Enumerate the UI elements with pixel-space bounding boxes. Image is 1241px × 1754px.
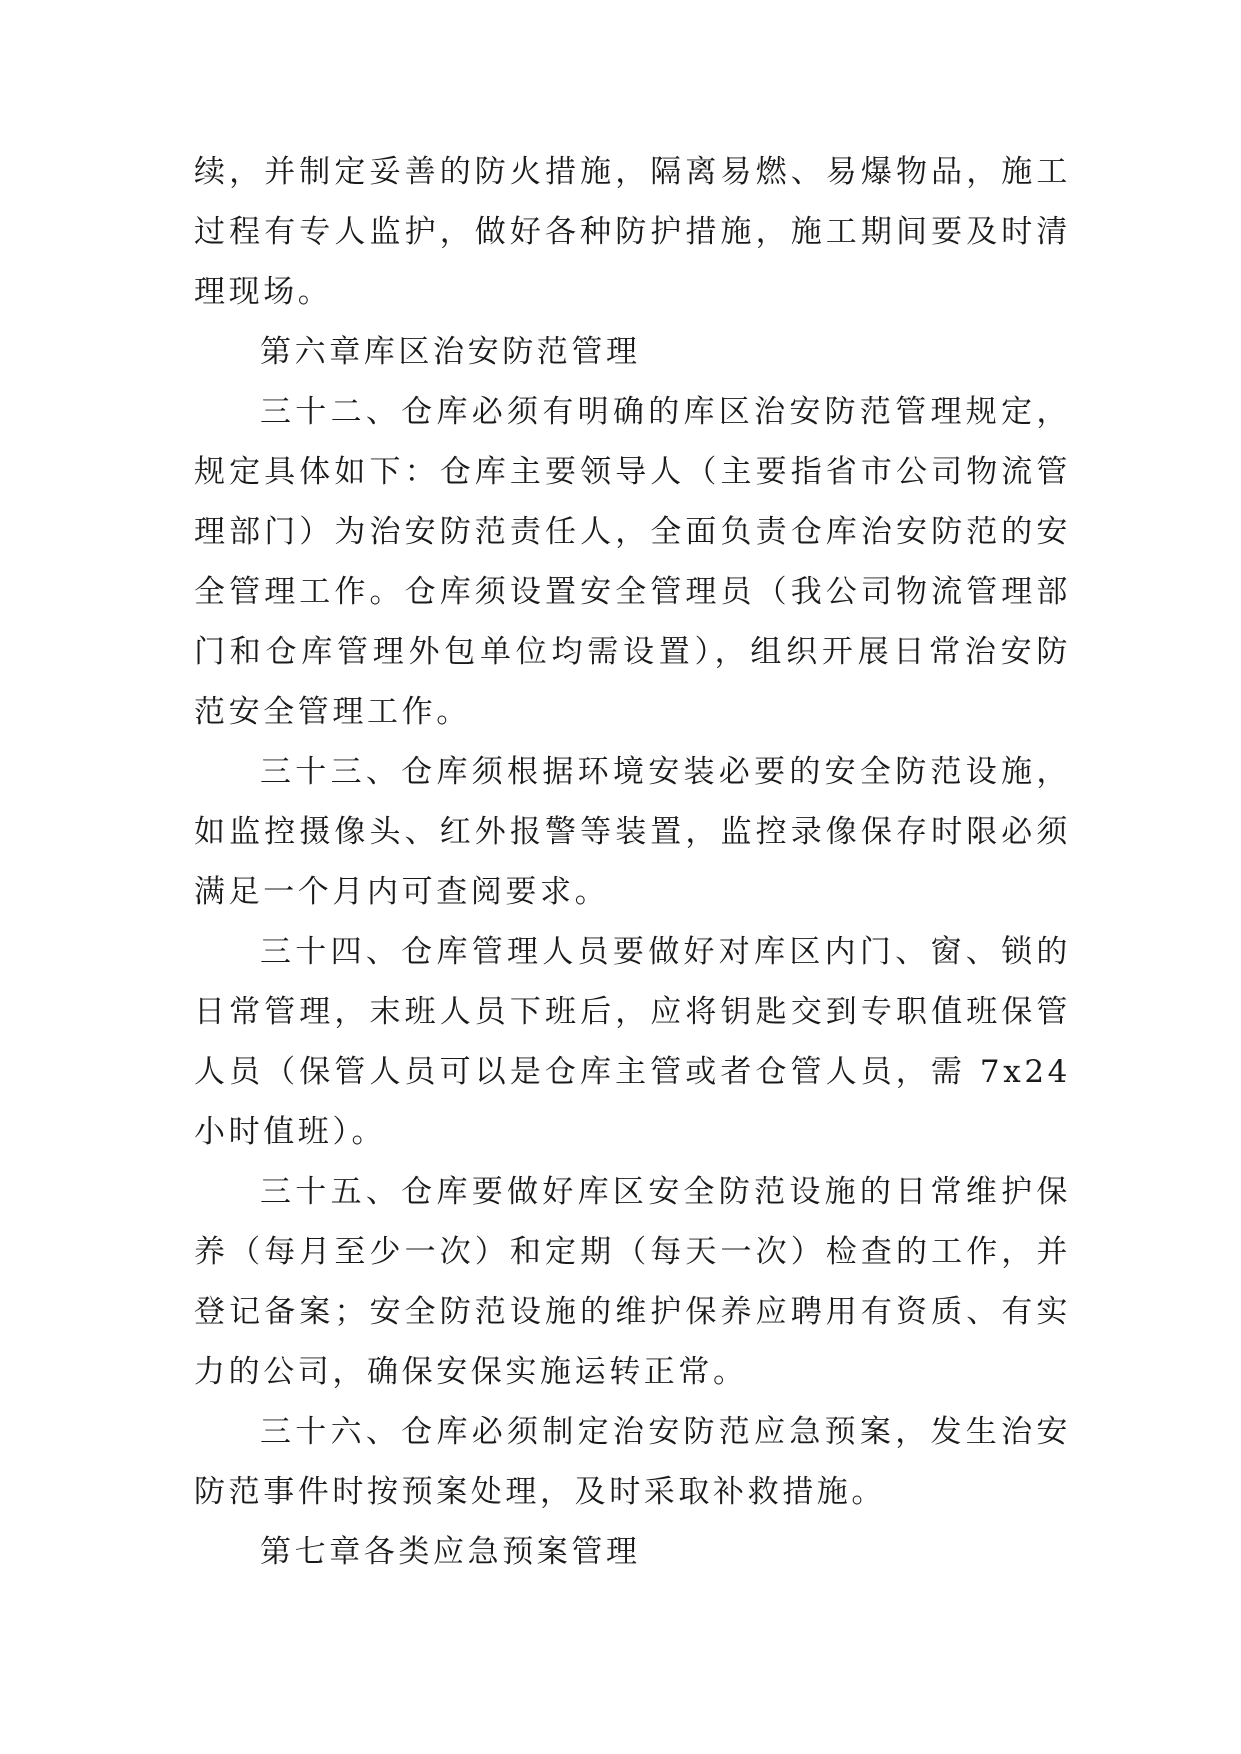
article-33: 三十三、仓库须根据环境安装必要的安全防范设施，如监控摄像头、红外报警等装置，监控录像保存时限必须满足一个月内可查阅要求。 bbox=[194, 754, 1071, 910]
article-34: 三十四、仓库管理人员要做好对库区内门、窗、锁的日常管理，末班人员下班后，应将钥匙交到专职值班保管人员（保管人员可以是仓库主管或者仓管人员，需 7x24 小时值班）。 bbox=[194, 934, 1071, 1150]
chapter-6-heading: 第六章库区治安防范管理 bbox=[260, 334, 641, 370]
article-36: 三十六、仓库必须制定治安防范应急预案，发生治安防范事件时按预案处理，及时采取补救措施。 bbox=[194, 1414, 1071, 1510]
article-32: 三十二、仓库必须有明确的库区治安防范管理规定，规定具体如下：仓库主要领导人（主要指省市公司物流管理部门）为治安防范责任人，全面负责仓库治安防范的安全管理工作。仓库须设置安全管理员（我公司物流管理部门和仓库管理外包单位均需设置），组织开展日常治安防范安全管理工作。 bbox=[194, 394, 1071, 730]
chapter-7-heading: 第七章各类应急预案管理 bbox=[260, 1534, 641, 1570]
article-35: 三十五、仓库要做好库区安全防范设施的日常维护保养（每月至少一次）和定期（每天一次）检查的工作，并登记备案；安全防范设施的维护保养应聘用有资质、有实力的公司，确保安保实施运转正常。 bbox=[194, 1174, 1071, 1390]
paragraph-continuation: 续，并制定妥善的防火措施，隔离易燃、易爆物品，施工过程有专人监护，做好各种防护措施，施工期间要及时清理现场。 bbox=[194, 154, 1071, 310]
